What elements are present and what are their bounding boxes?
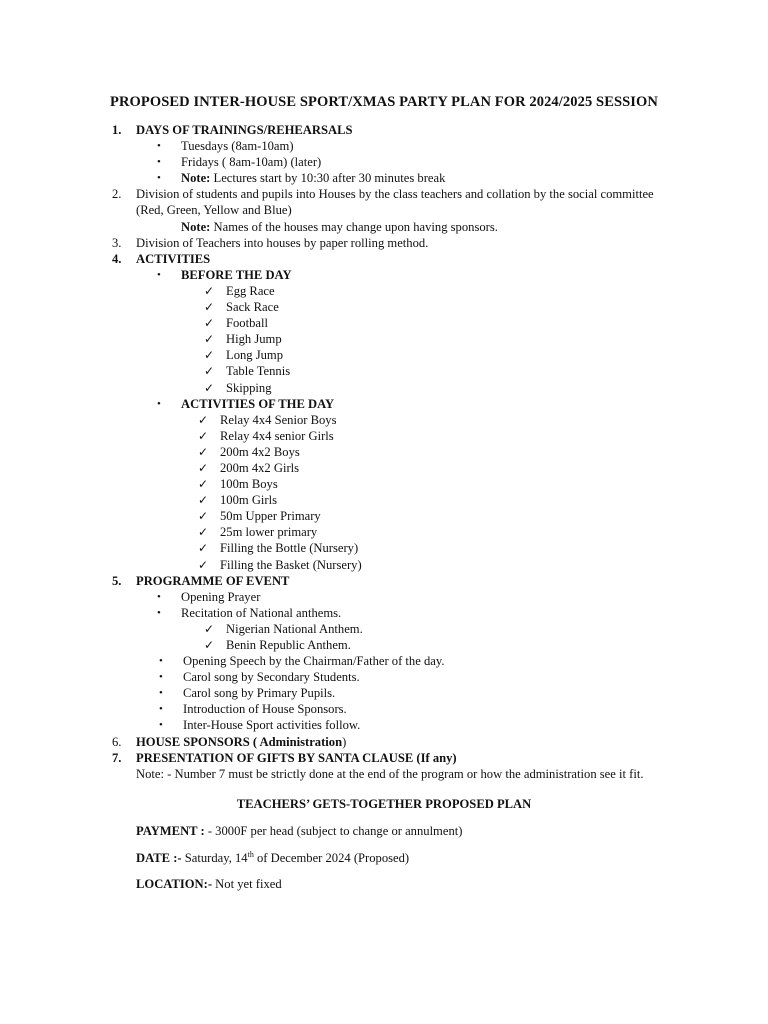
list-item-text: 200m 4x2 Boys — [220, 444, 300, 459]
section-heading: HOUSE SPONSORS ( Administration — [136, 734, 343, 749]
note-label: Note: — [181, 171, 211, 186]
checkmark-icon: ✓ — [204, 300, 215, 315]
heading-tail: ) — [342, 734, 347, 749]
section-7-heading — [0, 750, 768, 766]
bullet-icon: • — [159, 655, 163, 668]
list-item — [0, 283, 768, 299]
list-item-text: Opening Prayer — [181, 589, 261, 604]
checkmark-icon: ✓ — [198, 477, 209, 492]
location-line — [136, 877, 282, 892]
list-item — [0, 170, 768, 186]
section-7-note — [0, 766, 768, 782]
date-label: DATE :- — [136, 851, 182, 865]
list-item-text: 100m Boys — [220, 477, 278, 492]
bullet-icon: • — [157, 397, 161, 410]
checkmark-icon: ✓ — [198, 557, 209, 572]
list-item — [0, 589, 768, 605]
checkmark-icon: ✓ — [198, 412, 209, 427]
subheading-text: BEFORE THE DAY — [181, 267, 292, 282]
section-1-heading — [0, 122, 768, 138]
location-value: Not yet fixed — [212, 877, 282, 891]
payment-line — [136, 824, 462, 839]
date-pre: Saturday, 14 — [181, 851, 248, 865]
list-item-text: Football — [226, 316, 268, 331]
list-item-text: Filling the Bottle (Nursery) — [220, 541, 359, 556]
list-item-text: Nigerian National Anthem. — [226, 621, 363, 636]
bullet-icon: • — [157, 140, 161, 153]
list-item — [0, 540, 768, 556]
list-item — [0, 412, 768, 428]
checkmark-icon: ✓ — [204, 380, 215, 395]
list-item — [0, 637, 768, 653]
list-item — [0, 331, 768, 347]
list-item — [0, 685, 768, 701]
note-line — [181, 219, 498, 235]
list-item — [0, 299, 768, 315]
section-number: 1. — [112, 123, 122, 137]
payment-label: PAYMENT : — [136, 824, 208, 838]
section-6-heading — [0, 734, 768, 750]
list-item-text: Introduction of House Sponsors. — [183, 702, 347, 717]
list-item-text: Sack Race — [226, 300, 279, 315]
section-heading: DAYS OF TRAININGS/REHEARSALS — [136, 123, 353, 137]
checkmark-icon: ✓ — [204, 348, 215, 363]
section-heading: ACTIVITIES — [136, 251, 211, 266]
date-ordinal: th — [247, 849, 254, 859]
list-item — [0, 605, 768, 621]
bullet-icon: • — [157, 156, 161, 169]
checkmark-icon: ✓ — [198, 444, 209, 459]
list-item — [0, 557, 768, 573]
list-item-text: 100m Girls — [220, 493, 278, 508]
list-item — [0, 492, 768, 508]
note-line — [181, 170, 445, 186]
list-item-text: Relay 4x4 Senior Boys — [220, 412, 337, 427]
list-item — [0, 476, 768, 492]
section-2-line — [0, 186, 768, 202]
section-2-note — [0, 219, 768, 235]
activities-of-the-day-list — [0, 412, 768, 573]
checkmark-icon: ✓ — [204, 364, 215, 379]
list-item-text: Filling the Basket (Nursery) — [220, 557, 362, 572]
before-the-day-list — [0, 283, 768, 396]
teachers-plan-heading: TEACHERS’ GETS-TOGETHER PROPOSED PLAN — [236, 797, 532, 811]
section-text: Division of Teachers into houses by paper rolling method. — [136, 235, 429, 250]
list-item — [0, 460, 768, 476]
list-item — [0, 669, 768, 685]
list-item-text: Relay 4x4 senior Girls — [220, 428, 334, 443]
list-item-text: 200m 4x2 Girls — [220, 460, 300, 475]
list-item — [0, 621, 768, 637]
note-text: Names of the houses may change upon having sponsors. — [210, 219, 498, 234]
list-item — [0, 380, 768, 396]
list-item-text: Benin Republic Anthem. — [226, 638, 351, 652]
section-3-line — [0, 235, 768, 251]
bullet-icon: • — [157, 606, 161, 619]
section-number: 5. — [112, 573, 122, 588]
list-item-text: Inter-House Sport activities follow. — [183, 718, 361, 733]
list-item-text: Carol song by Secondary Students. — [183, 670, 360, 685]
note-label: Note: — [181, 219, 211, 234]
list-item — [0, 363, 768, 379]
list-item — [0, 701, 768, 717]
subheading-before-the-day — [0, 267, 768, 283]
section-heading: PROGRAMME OF EVENT — [136, 573, 290, 588]
bullet-icon: • — [157, 268, 161, 281]
location-label: LOCATION:- — [136, 877, 213, 891]
section-4-heading — [0, 251, 768, 267]
list-item — [0, 315, 768, 331]
list-item — [0, 138, 768, 154]
list-item — [0, 508, 768, 524]
list-item — [0, 717, 768, 733]
section-number: 2. — [112, 187, 122, 202]
bullet-icon: • — [159, 719, 163, 732]
list-item — [0, 154, 768, 170]
section-heading: PRESENTATION OF GIFTS BY SANTA CLAUSE (If any) — [136, 750, 457, 765]
list-item — [0, 444, 768, 460]
list-item-text: 50m Upper Primary — [220, 509, 321, 524]
list-item-text: 25m lower primary — [220, 525, 318, 540]
plan-list — [0, 122, 768, 782]
document-title: PROPOSED INTER-HOUSE SPORT/XMAS PARTY PLAN FOR 2024/2025 SESSION — [110, 94, 658, 110]
list-item-text: Table Tennis — [226, 364, 291, 379]
list-item-text: Skipping — [226, 380, 272, 395]
list-item-text: Carol song by Primary Pupils. — [183, 686, 336, 701]
note-text: Lectures start by 10:30 after 30 minutes break — [210, 171, 446, 186]
section-number: 4. — [112, 251, 122, 266]
section-text: Division of students and pupils into Houses by the class teachers and collation by the social committee — [136, 187, 654, 202]
checkmark-icon: ✓ — [204, 316, 215, 331]
list-item-text: Long Jump — [226, 348, 284, 363]
checkmark-icon: ✓ — [204, 638, 215, 652]
subheading-text: ACTIVITIES OF THE DAY — [181, 396, 335, 411]
checkmark-icon: ✓ — [204, 283, 215, 298]
list-item — [0, 347, 768, 363]
list-item — [0, 653, 768, 669]
subheading-activities-of-the-day — [0, 396, 768, 412]
date-line — [136, 851, 409, 866]
section-number: 6. — [112, 734, 122, 749]
date-post: of December 2024 (Proposed) — [253, 851, 410, 865]
checkmark-icon: ✓ — [198, 460, 209, 475]
section-2-line — [0, 202, 768, 218]
checkmark-icon: ✓ — [198, 493, 209, 508]
list-item-text: High Jump — [226, 332, 282, 347]
checkmark-icon: ✓ — [198, 541, 209, 556]
checkmark-icon: ✓ — [204, 332, 215, 347]
date-value — [182, 851, 410, 865]
list-item-text: Fridays ( 8am-10am) (later) — [181, 155, 322, 170]
bullet-icon: • — [159, 671, 163, 684]
section-number: 7. — [112, 750, 122, 765]
list-item-text: Opening Speech by the Chairman/Father of the day. — [183, 654, 445, 669]
note-text: Note: - Number 7 must be strictly done at the end of the program or how the administration see it fit. — [136, 766, 644, 781]
checkmark-icon: ✓ — [198, 509, 209, 524]
section-5-heading — [0, 573, 768, 589]
bullet-icon: • — [159, 703, 163, 716]
payment-value: - 3000F per head (subject to change or annulment) — [207, 824, 463, 838]
list-item-text: Egg Race — [226, 283, 275, 298]
checkmark-icon: ✓ — [198, 525, 209, 540]
list-item — [0, 524, 768, 540]
section-number: 3. — [112, 235, 122, 250]
list-item — [0, 428, 768, 444]
section-heading-line — [136, 734, 346, 750]
bullet-icon: • — [157, 590, 161, 603]
bullet-icon: • — [157, 172, 161, 185]
bullet-icon: • — [159, 687, 163, 700]
checkmark-icon: ✓ — [198, 428, 209, 443]
list-item-text: Recitation of National anthems. — [181, 605, 342, 620]
section-text: (Red, Green, Yellow and Blue) — [136, 203, 292, 218]
checkmark-icon: ✓ — [204, 621, 215, 636]
list-item-text: Tuesdays (8am-10am) — [181, 139, 294, 154]
